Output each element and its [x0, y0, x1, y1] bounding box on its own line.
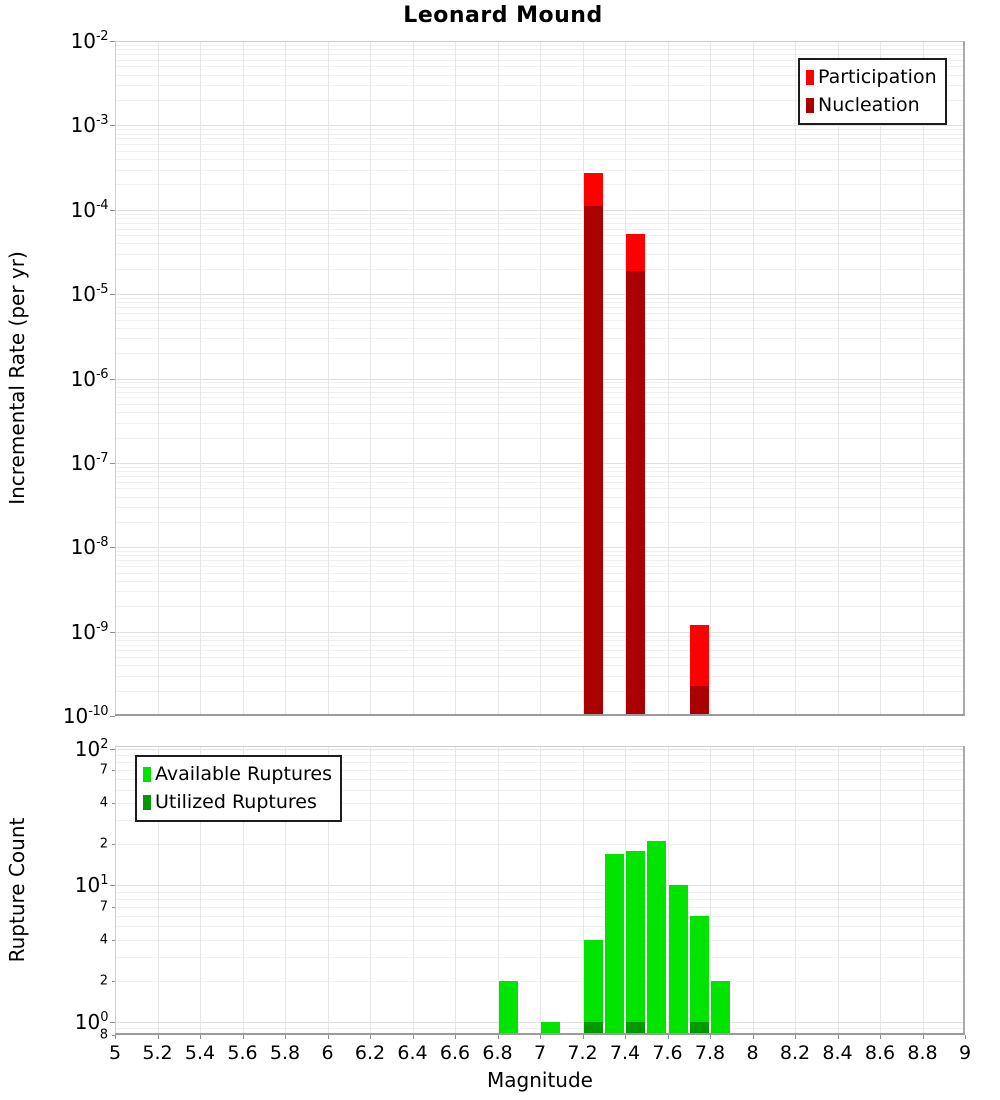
- panel-edge: [115, 1033, 965, 1035]
- x-tick-label: 7.4: [609, 1042, 641, 1064]
- x-tickmark: [285, 1035, 286, 1039]
- legend-item-available: [143, 760, 332, 788]
- rate-legend: [798, 58, 947, 125]
- y-tick-label: $10^1$: [74, 873, 108, 898]
- y-minor-tick-label: 8: [99, 1027, 108, 1043]
- x-tick-label: 8.4: [822, 1042, 853, 1064]
- gridline: [285, 41, 286, 716]
- panel-edge: [115, 746, 965, 747]
- y-tick-label: $10^{-5}$: [70, 282, 108, 307]
- y-tickmark: [110, 716, 115, 717]
- x-tickmark: [880, 1035, 881, 1039]
- y-tick-label: $10^{-8}$: [70, 535, 108, 560]
- available-bar: [669, 885, 688, 1035]
- panel-edge: [963, 746, 965, 1035]
- x-tickmark: [158, 1035, 159, 1039]
- legend-item-nucleation: [806, 91, 937, 119]
- gridline: [328, 41, 329, 716]
- x-tick-label: 5.8: [269, 1042, 301, 1064]
- participation-legend-marker: [806, 70, 814, 85]
- y-tick-label: $10^{-9}$: [70, 619, 108, 644]
- panel-edge: [963, 41, 965, 716]
- x-tickmark: [498, 1035, 499, 1039]
- y-minor-tick-label: 2: [99, 836, 108, 852]
- utilized-legend-label: Utilized Ruptures: [155, 791, 317, 813]
- gridline: [243, 41, 244, 716]
- gridline: [370, 746, 371, 1035]
- x-tick-label: 5.6: [227, 1042, 258, 1064]
- gridline: [413, 746, 414, 1035]
- x-tick-label: 5.2: [142, 1042, 173, 1064]
- x-tickmark: [540, 1035, 541, 1039]
- gridline: [795, 746, 796, 1035]
- panel-edge: [115, 41, 965, 42]
- available-bar: [711, 981, 730, 1035]
- x-tickmark: [753, 1035, 754, 1039]
- x-tickmark: [200, 1035, 201, 1039]
- panel-edge: [115, 714, 965, 716]
- x-tick-label: 7.6: [652, 1042, 683, 1064]
- x-axis-title: Magnitude: [487, 1068, 593, 1092]
- x-tickmark: [413, 1035, 414, 1039]
- x-tick-label: 7: [533, 1042, 547, 1064]
- gridline: [498, 41, 499, 716]
- y-tick-label: $10^{-6}$: [70, 366, 108, 391]
- x-tick-label: 6.2: [354, 1042, 386, 1064]
- x-tick-label: 5: [108, 1042, 122, 1064]
- y-tick-label: $10^{-10}$: [62, 704, 108, 728]
- gridline: [413, 41, 414, 716]
- x-tickmark: [370, 1035, 371, 1039]
- x-tickmark: [625, 1035, 626, 1039]
- x-tick-label: 7.2: [567, 1042, 598, 1064]
- x-tickmark: [115, 1035, 116, 1039]
- chart-title: Leonard Mound: [403, 3, 603, 28]
- top-chart-panel: [115, 41, 965, 716]
- y-minor-tick-label: 7: [99, 762, 108, 778]
- x-tick-label: 6.8: [482, 1042, 513, 1064]
- y-minor-tick-label: 7: [99, 899, 108, 914]
- x-tick-label: 6.6: [439, 1042, 471, 1064]
- y-tick-label: $10^{-2}$: [70, 29, 108, 53]
- gridline: [455, 41, 456, 716]
- gridline: [753, 746, 754, 1035]
- rupture-legend: [135, 755, 342, 822]
- gridline: [838, 746, 839, 1035]
- available-bar: [647, 841, 666, 1035]
- gridline: [795, 41, 796, 716]
- x-tick-label: 9: [958, 1042, 972, 1064]
- nucleation-bar: [626, 271, 645, 716]
- x-tick-label: 5.4: [184, 1042, 216, 1064]
- available-legend-marker: [143, 767, 151, 782]
- available-legend-label: Available Ruptures: [155, 763, 332, 785]
- participation-legend-label: Participation: [818, 66, 937, 88]
- available-bar: [605, 854, 624, 1035]
- y-tick-label: $10^{-3}$: [70, 113, 108, 138]
- available-bar: [690, 916, 709, 1035]
- x-tickmark: [583, 1035, 584, 1039]
- panel-edge: [115, 41, 116, 716]
- x-tickmark: [838, 1035, 839, 1039]
- legend-item-participation: [806, 63, 937, 91]
- x-tick-label: 8.6: [864, 1042, 896, 1064]
- x-tickmark: [795, 1035, 796, 1039]
- nucleation-legend-label: Nucleation: [818, 94, 920, 116]
- y-tick-label: $10^2$: [74, 736, 108, 761]
- x-tickmark: [243, 1035, 244, 1039]
- gridline: [540, 41, 541, 716]
- x-tickmark: [923, 1035, 924, 1039]
- y-tick-label: $10^{-4}$: [70, 197, 108, 222]
- y-minor-tick-label: 2: [99, 973, 108, 989]
- x-tick-label: 8.2: [779, 1042, 811, 1064]
- x-tick-label: 8: [746, 1042, 759, 1064]
- gridline: [880, 746, 881, 1035]
- gridline: [200, 41, 201, 716]
- bottom-y-axis-title: Rupture Count: [5, 817, 29, 963]
- available-bar: [584, 940, 603, 1035]
- gridline: [158, 41, 159, 716]
- bottom-chart-panel: [115, 746, 965, 1035]
- gridline: [370, 41, 371, 716]
- gridline: [540, 746, 541, 1035]
- x-tickmark: [710, 1035, 711, 1039]
- x-tickmark: [328, 1035, 329, 1039]
- y-minor-tick-label: 4: [99, 795, 108, 811]
- utilized-legend-marker: [143, 795, 151, 810]
- gridline: [923, 746, 924, 1035]
- x-tickmark: [455, 1035, 456, 1039]
- available-bar: [626, 851, 645, 1036]
- x-tick-label: 8.8: [907, 1042, 938, 1064]
- x-tickmark: [965, 1035, 966, 1039]
- gridline: [753, 41, 754, 716]
- gridline: [455, 746, 456, 1035]
- gridline: [838, 41, 839, 716]
- x-tick-label: 6.4: [397, 1042, 428, 1064]
- gridline: [880, 41, 881, 716]
- x-tickmark: [668, 1035, 669, 1039]
- top-y-axis-title: Incremental Rate (per yr): [5, 251, 29, 505]
- available-bar: [499, 981, 518, 1035]
- x-tick-label: 6: [321, 1042, 334, 1064]
- nucleation-bar: [690, 686, 709, 717]
- y-tick-label: $10^0$: [74, 1009, 108, 1034]
- legend-item-utilized: [143, 788, 332, 816]
- gridline: [668, 41, 669, 716]
- nucleation-bar: [584, 206, 603, 716]
- gridline: [923, 41, 924, 716]
- panel-edge: [115, 746, 116, 1035]
- gridline: [710, 41, 711, 716]
- y-tick-label: $10^{-7}$: [70, 450, 108, 475]
- nucleation-legend-marker: [806, 98, 814, 113]
- y-minor-tick-label: 4: [99, 932, 108, 948]
- x-tick-label: 7.8: [694, 1042, 726, 1064]
